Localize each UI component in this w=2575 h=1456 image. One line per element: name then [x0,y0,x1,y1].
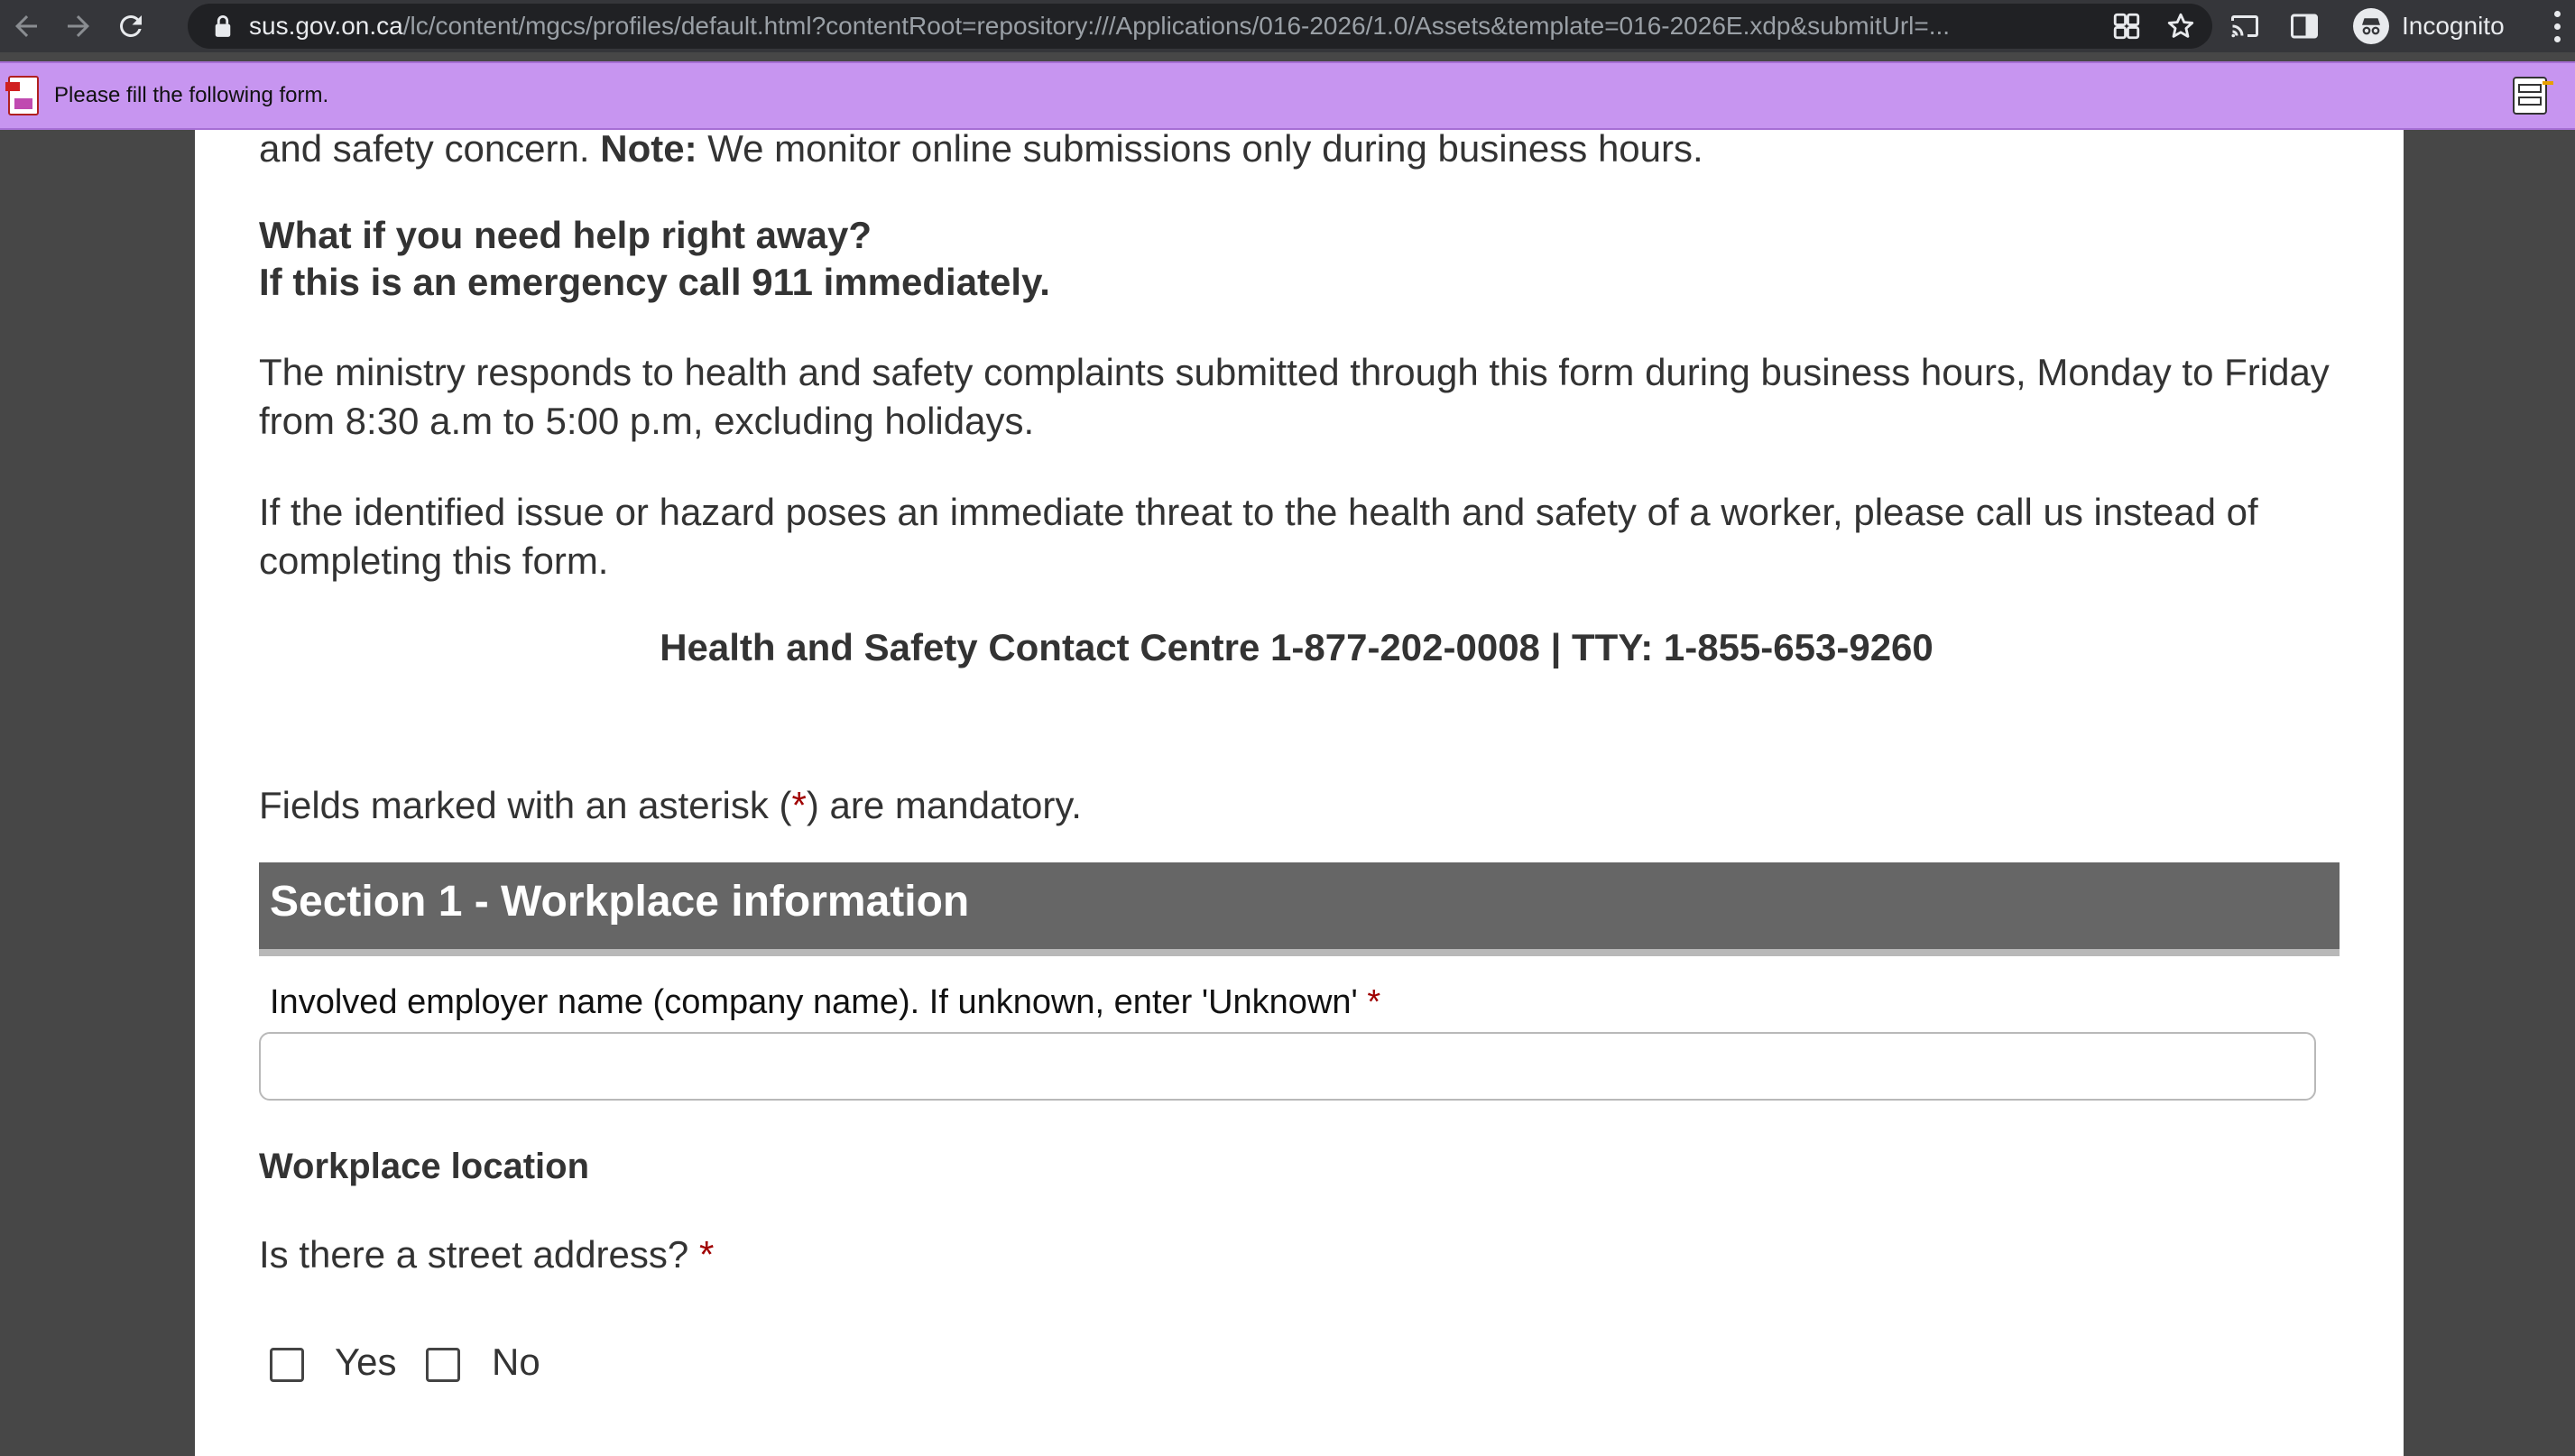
note-label: Note: [600,130,697,170]
arrow-right-icon [62,10,95,42]
employer-name-label: Involved employer name (company name). If unknown, enter 'Unknown' * [270,983,1381,1021]
url-text[interactable] [249,12,2099,41]
cast-icon[interactable] [2229,10,2261,42]
intro-tail: and safety concern. Note: We monitor online submissions only during business hours. [259,130,2334,173]
yes-label[interactable]: Yes [335,1341,397,1383]
url-host: sus.gov.on.ca [249,12,403,40]
form-notification-bar [0,61,2575,130]
incognito-label: Incognito [2402,12,2505,40]
help-heading: What if you need help right away? [259,214,872,256]
back-button[interactable] [0,0,52,52]
more-menu-icon[interactable] [2548,7,2566,45]
street-address-question: Is there a street address? * [259,1233,715,1276]
street-address-no-checkbox[interactable] [426,1348,460,1382]
incognito-icon [2353,8,2389,44]
url-path: /lc/content/mgcs/profiles/default.html?contentRoot=repository:///Applications/016-2026/1.0/Assets&template=016-2026E.xdp&submitUrl=... [402,12,1951,40]
bookmark-star-icon[interactable] [2165,11,2196,41]
mandatory-note: Fields marked with an asterisk (*) are mandatory. [259,784,1082,826]
browser-toolbar [0,0,2575,52]
required-asterisk: * [1367,983,1381,1021]
employer-name-input[interactable] [259,1032,2316,1101]
address-bar[interactable] [188,4,2212,49]
immediate-threat-text: If the identified issue or hazard poses an immediate threat to the health and safety of a worker, please call us instead of completing this form. [259,491,2258,582]
reload-button[interactable] [105,0,157,52]
contact-centre-line: Health and Safety Contact Centre 1-877-202-0008 | TTY: 1-855-653-9260 [660,626,1934,668]
form-page [195,130,2404,1456]
form-fields-icon[interactable] [2510,72,2559,119]
workplace-location-heading: Workplace location [259,1147,590,1186]
no-label[interactable]: No [492,1341,540,1383]
pdf-form-icon [4,73,43,118]
emergency-text: If this is an emergency call 911 immediately. [259,261,1050,303]
forward-button[interactable] [52,0,105,52]
incognito-badge[interactable] [2348,5,2517,47]
notification-text: Please fill the following form. [54,83,329,107]
asterisk: * [791,784,807,826]
business-hours-text: The ministry responds to health and safety complaints submitted through this form during business hours, Monday to Friday from 8:30 a.m to 5:00 p.m, excluding holidays. [259,351,2330,442]
section-1-header [259,862,2340,956]
lock-icon [213,14,233,38]
reload-icon [115,10,147,42]
required-asterisk: * [698,1233,715,1276]
arrow-left-icon [10,10,42,42]
apps-grid-icon[interactable] [2111,11,2142,41]
section-1-title: Section 1 - Workplace information [270,878,970,926]
street-address-yes-checkbox[interactable] [270,1348,304,1382]
side-panel-icon[interactable] [2288,10,2321,42]
